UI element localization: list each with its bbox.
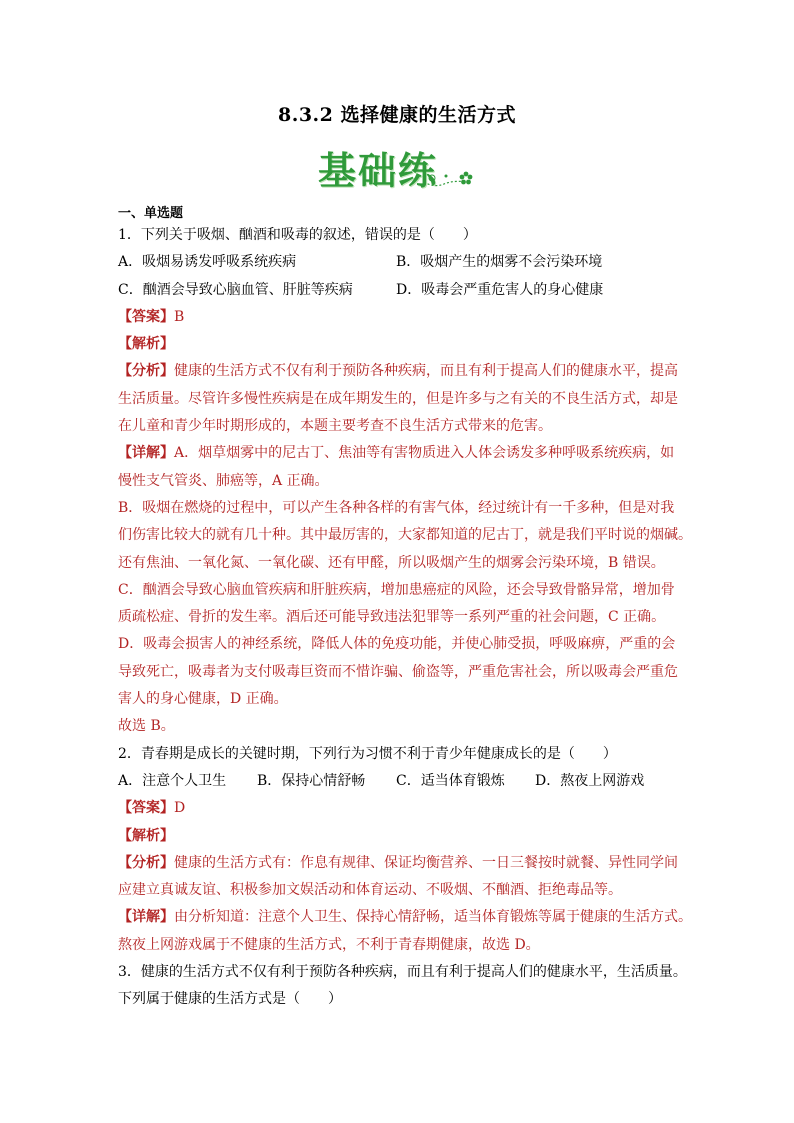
q2-xiangjie-line-2: 熬夜上网游戏属于不健康的生活方式，不利于青春期健康，故选 D。 (118, 936, 540, 953)
fenxi-tag: 【分析】 (118, 363, 174, 380)
q1-fenxi-line-3: 在儿童和青少年时期形成的，本题主要考查不良生活方式带来的危害。 (118, 418, 552, 435)
q1-answer (118, 304, 678, 331)
q1-xiangjie-line-1 (118, 440, 678, 467)
q2-analysis-heading: 【解析】 (118, 827, 174, 844)
flower-decoration-icon (422, 162, 478, 190)
q1-fenxi-line-2: 生活质量。尽管许多慢性疾病是在成年期发生的，但是许多与之有关的不良生活方式，却是 (118, 390, 678, 407)
q2-stem: 2．青春期是成长的关键时期，下列行为习惯不利于青少年健康成长的是（ ） (118, 745, 617, 762)
q2-options-row (118, 768, 678, 795)
q1-option-c: C．酗酒会导致心脑血管、肝脏等疾病 (118, 281, 353, 298)
q1-conclusion: 故选 B。 (118, 718, 175, 735)
answer-tag: 【答案】 (118, 308, 174, 325)
q1-xiangjie-line-7: 质疏松症、骨折的发生率。酒后还可能导致违法犯罪等一系列严重的社会问题，C 正确。 (118, 609, 666, 626)
fenxi-text: 健康的生活方式不仅有利于预防各种疾病，而且有利于提高人们的健康水平，提高 (174, 363, 678, 380)
q1-xiangjie-line-10: 害人的身心健康，D 正确。 (118, 691, 288, 708)
q2-fenxi-line-2: 应建立真诚友谊、积极参加文娱活动和体育运动、不吸烟、不酗酒、拒绝毒品等。 (118, 882, 622, 899)
xiangjie-text: A．烟草烟雾中的尼古丁、焦油等有害物质进入人体会诱发多种呼吸系统疾病，如 (174, 445, 675, 462)
q1-analysis-heading: 【解析】 (118, 336, 174, 353)
q2-option-c: C．适当体育锻炼 (396, 772, 505, 789)
page-title: 8.3.2 选择健康的生活方式 (277, 104, 516, 126)
q1-xiangjie-line-3: B．吸烟在燃烧的过程中，可以产生各种各样的有害气体，经过统计有一千多种，但是对我 (118, 499, 675, 516)
q1-xiangjie-line-9: 导致死亡，吸毒者为支付吸毒巨资而不惜诈骗、偷盗等，严重危害社会，所以吸毒会严重危 (118, 663, 678, 680)
q1-options-row2 (118, 277, 678, 304)
q1-options-row1 (118, 249, 678, 276)
q1-option-d: D．吸毒会严重危害人的身心健康 (396, 281, 604, 298)
q2-answer (118, 795, 678, 822)
q2-fenxi-line-1 (118, 850, 678, 877)
xiangjie-tag: 【详解】 (118, 445, 174, 462)
answer-value: D (174, 800, 186, 817)
q1-option-a: A．吸烟易诱发呼吸系统疾病 (118, 254, 297, 271)
q2-option-d: D．熬夜上网游戏 (535, 772, 645, 789)
answer-value: B (174, 308, 185, 325)
q3-stem-line-1: 3．健康的生活方式不仅有利于预防各种疾病，而且有利于提高人们的健康水平，生活质量。 (118, 964, 687, 981)
q1-stem: 1．下列关于吸烟、酗酒和吸毒的叙述，错误的是（ ） (118, 227, 477, 243)
fenxi-tag: 【分析】 (118, 854, 174, 871)
q1-option-b: B．吸烟产生的烟雾不会污染环境 (396, 254, 603, 271)
q2-option-a: A．注意个人卫生 (118, 772, 227, 789)
fenxi-text: 健康的生活方式有：作息有规律、保证均衡营养、一日三餐按时就餐、异性同学间 (174, 854, 678, 871)
q1-xiangjie-line-2: 慢性支气管炎、肺癌等，A 正确。 (118, 472, 329, 489)
xiangjie-text: 由分析知道：注意个人卫生、保持心情舒畅，适当体育锻炼等属于健康的生活方式。 (174, 909, 692, 926)
q3-stem-line-2: 下列属于健康的生活方式是（ ） (118, 991, 342, 1008)
q1-fenxi-line-1 (118, 358, 678, 385)
answer-tag: 【答案】 (118, 800, 174, 817)
xiangjie-tag: 【详解】 (118, 909, 174, 926)
q1-xiangjie-line-6: C．酗酒会导致心脑血管疾病和肝脏疾病，增加患癌症的风险，还会导致骨骼异常，增加骨 (118, 581, 675, 598)
q1-xiangjie-line-4: 们伤害比较大的就有几十种。其中最厉害的，大家都知道的尼古丁，就是我们平时说的烟碱。 (118, 527, 692, 544)
section-heading: 一、单选题 (118, 206, 184, 221)
q2-xiangjie-line-1 (118, 904, 692, 931)
section-logo (318, 140, 478, 194)
q1-xiangjie-line-8: D．吸毒会损害人的神经系统，降低人体的免疫功能，并使心肺受损，呼吸麻痹，严重的会 (118, 636, 676, 653)
logo-text: 基础练 (318, 149, 439, 193)
q2-option-b: B．保持心情舒畅 (257, 772, 366, 789)
question-content (118, 206, 692, 1014)
q1-xiangjie-line-5: 还有焦油、一氧化氮、一氧化碳、还有甲醛，所以吸烟产生的烟雾会污染环境，B 错误。 (118, 554, 665, 571)
